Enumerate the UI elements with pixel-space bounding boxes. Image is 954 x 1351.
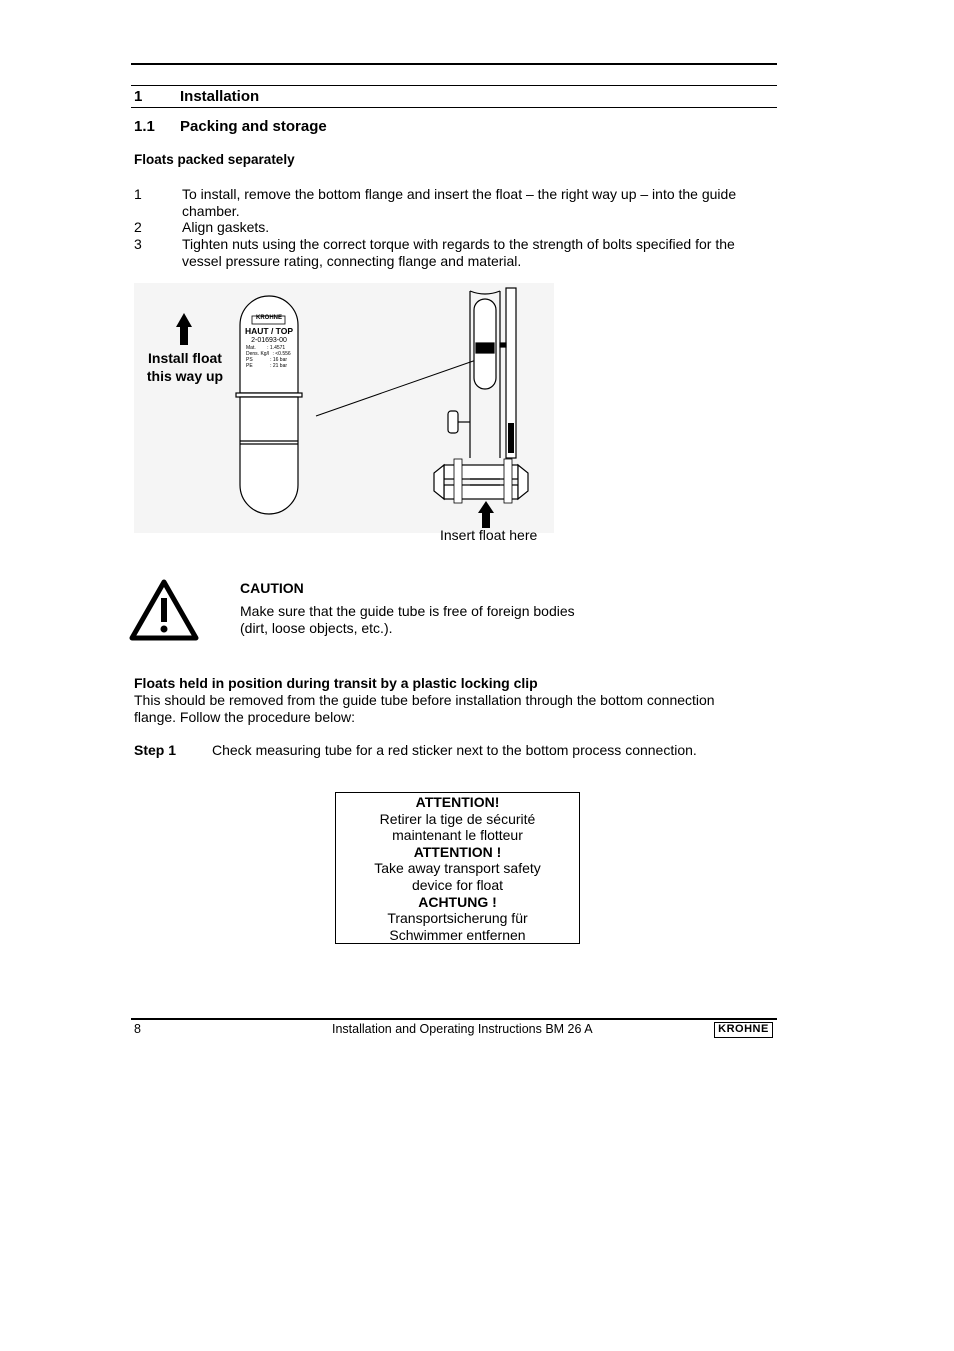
warning-icon [128, 578, 200, 649]
caution-text-2: (dirt, loose objects, etc.). [240, 620, 393, 636]
heading2-number: 1.1 [134, 118, 155, 135]
attention-text-de: Schwimmer entfernen [389, 926, 526, 943]
step-number: 1 [134, 186, 142, 202]
caution-title: CAUTION [240, 580, 304, 596]
attention-heading-en: ATTENTION ! [413, 843, 502, 860]
step-text: To install, remove the bottom flange and insert the float – the right way up – into the guide chamber. [182, 186, 737, 219]
section-b-title: Floats held in position during transit by a plastic locking clip [134, 675, 538, 691]
caution-text-1: Make sure that the guide tube is free of foreign bodies [240, 603, 575, 619]
footer-rule [131, 1018, 777, 1020]
step-number: 3 [134, 236, 142, 252]
section-a-title: Floats packed separately [134, 152, 295, 167]
heading-rule-top [131, 85, 777, 86]
section-b-paragraph: This should be removed from the guide tube before installation through the bottom connection flange. Follow the procedure below: [134, 692, 715, 725]
krohne-logo: KROHNE [714, 1022, 773, 1038]
page-number: 8 [134, 1022, 141, 1036]
heading-rule-bottom [131, 107, 777, 108]
attention-text-en: device for float [411, 876, 504, 893]
attention-text-en: Take away transport safety [374, 860, 541, 877]
footer-title: Installation and Operating Instructions BM 26 A [332, 1022, 593, 1036]
attention-heading-fr: ATTENTION! [415, 794, 500, 810]
step-text: Align gaskets. [182, 219, 270, 235]
float-code: 2-01693-00 [251, 337, 287, 344]
install-label: Install float this way up [146, 350, 224, 384]
attention-text-de: Transportsicherung für [387, 910, 528, 927]
step-text: Check measuring tube for a red sticker next to the bottom process connection. [212, 742, 697, 758]
installation-figure [134, 283, 554, 553]
attention-heading-de: ACHTUNG ! [418, 893, 497, 910]
heading2-title: Packing and storage [180, 118, 327, 135]
float-logo: KROHNE [255, 315, 282, 321]
step-text: Tighten nuts using the correct torque with regards to the strength of bolts specified for the vessel pressure rating, connecting flange and material. [182, 236, 735, 269]
step-label: Step 1 [134, 742, 177, 758]
attention-text-fr: maintenant le flotteur [392, 827, 523, 844]
step-number: 2 [134, 219, 142, 235]
float-label: HAUT / TOP [244, 326, 293, 336]
insert-label: Insert float here [440, 527, 538, 543]
float-specs: Mat. : 1.4571 Dens. Kg/l : <0.556 PS : 16 bar PE : 21 bar [246, 345, 291, 369]
installation-diagram [134, 283, 554, 553]
attention-text-fr: Retirer la tige de sécurité [379, 810, 536, 827]
heading1-number: 1 [134, 88, 143, 105]
heading1-title: Installation [180, 88, 260, 105]
top-rule [131, 63, 777, 65]
attention-sticker [335, 792, 580, 944]
